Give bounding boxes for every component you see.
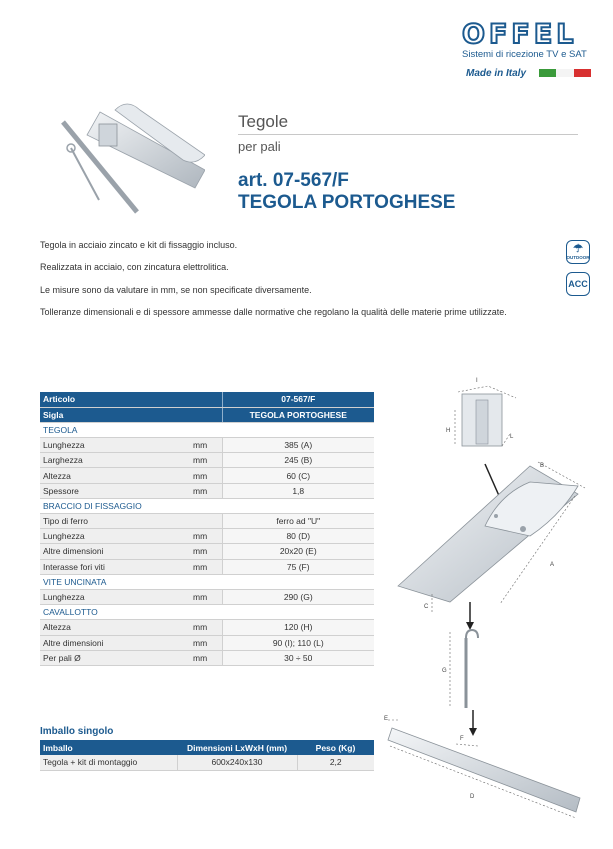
spec-row — [40, 438, 374, 453]
spec-label: Interasse fori viti — [40, 559, 190, 574]
spec-section-title: VITE UNCINATA — [40, 574, 374, 589]
description-line-4: Tolleranze dimensionali e di spessore ammesse dalle normative che regolano la qualità delle materie prime utilizzate. — [40, 307, 507, 317]
packaging-col-dimensioni: Dimensioni LxWxH (mm) — [177, 740, 297, 755]
spec-unit: mm — [190, 635, 222, 650]
spec-label: Lunghezza — [40, 529, 190, 544]
spec-row — [40, 514, 374, 529]
spec-value: 60 (C) — [222, 468, 374, 483]
dim-label-i: I — [476, 378, 478, 384]
dim-label-e: E — [384, 716, 389, 722]
spec-value: ferro ad "U" — [222, 514, 374, 529]
dim-label-b: B — [540, 463, 545, 469]
bracket-drawing — [455, 386, 516, 446]
spec-header-value: TEGOLA PORTOGHESE — [222, 407, 374, 422]
spec-section-title: BRACCIO DI FISSAGGIO — [40, 498, 374, 513]
spec-section-header — [40, 498, 374, 513]
spec-row — [40, 635, 374, 650]
packaging-cell: 600x240x130 — [177, 755, 297, 770]
spec-unit: mm — [190, 438, 222, 453]
spec-value: 30 ÷ 50 — [222, 650, 374, 665]
spec-unit: mm — [190, 650, 222, 665]
spec-row — [40, 559, 374, 574]
spec-label: Spessore — [40, 483, 190, 498]
spec-row — [40, 483, 374, 498]
packaging-col-imballo: Imballo — [40, 740, 177, 755]
dim-label-f: F — [460, 736, 464, 742]
dim-label-h: H — [446, 428, 451, 434]
packaging-table — [40, 740, 374, 771]
spec-section-header — [40, 574, 374, 589]
product-name: TEGOLA PORTOGHESE — [238, 192, 456, 213]
spec-value: 385 (A) — [222, 438, 374, 453]
packaging-cell: 2,2 — [297, 755, 374, 770]
packaging-row — [40, 755, 374, 770]
spec-header-label: Articolo — [40, 392, 222, 407]
packaging-title: Imballo singolo — [40, 726, 114, 737]
description-line-1: Tegola in acciaio zincato e kit di fissaggio incluso. — [40, 240, 238, 250]
dim-label-d: D — [470, 794, 475, 800]
spec-label: Per pali Ø — [40, 650, 190, 665]
spec-label: Larghezza — [40, 453, 190, 468]
spec-row — [40, 453, 374, 468]
dim-label-c: C — [424, 604, 429, 610]
spec-row — [40, 650, 374, 665]
spec-value: 120 (H) — [222, 620, 374, 635]
spec-section-title: CAVALLOTTO — [40, 605, 374, 620]
spec-label: Lunghezza — [40, 589, 190, 604]
spec-table — [40, 392, 374, 666]
spec-value: 90 (I); 110 (L) — [222, 635, 374, 650]
spec-unit: mm — [190, 544, 222, 559]
screw-drawing — [450, 630, 478, 708]
spec-section-header — [40, 422, 374, 437]
made-in-italy: Made in Italy — [466, 68, 527, 79]
spec-unit: mm — [190, 620, 222, 635]
spec-unit: mm — [190, 468, 222, 483]
spec-value: 20x20 (E) — [222, 544, 374, 559]
spec-header-label: Sigla — [40, 407, 222, 422]
spec-label: Tipo di ferro — [40, 514, 190, 529]
spec-row — [40, 529, 374, 544]
logo-wordmark: OFFEL — [462, 19, 578, 50]
acc-badge: ACC — [566, 272, 590, 296]
outdoor-badge — [566, 240, 590, 264]
spec-label: Altre dimensioni — [40, 635, 190, 650]
spec-unit: mm — [190, 559, 222, 574]
article-number: art. 07-567/F — [238, 170, 349, 191]
italian-flag-icon — [539, 69, 591, 77]
spec-value: 80 (D) — [222, 529, 374, 544]
spec-label: Altezza — [40, 620, 190, 635]
spec-unit: mm — [190, 529, 222, 544]
spec-row — [40, 589, 374, 604]
tile-drawing — [398, 462, 585, 612]
spec-label: Altezza — [40, 468, 190, 483]
spec-unit: mm — [190, 483, 222, 498]
description-line-2: Realizzata in acciaio, con zincatura elettrolitica. — [40, 262, 229, 272]
technical-drawing — [380, 376, 605, 836]
dim-label-a: A — [550, 562, 555, 568]
title-divider — [238, 134, 578, 135]
spec-header-articolo — [40, 392, 374, 407]
packaging-header — [40, 740, 374, 755]
offel-logo — [462, 19, 592, 60]
spec-value: 290 (G) — [222, 589, 374, 604]
logo-subtitle: Sistemi di ricezione TV e SAT — [462, 49, 587, 60]
weather-icon: ☂ — [573, 243, 583, 255]
arm-drawing — [388, 720, 580, 818]
dim-label-l: L — [510, 434, 514, 440]
spec-row — [40, 468, 374, 483]
spec-label: Lunghezza — [40, 438, 190, 453]
spec-row — [40, 544, 374, 559]
spec-value: 75 (F) — [222, 559, 374, 574]
spec-section-header — [40, 605, 374, 620]
spec-row — [40, 620, 374, 635]
spec-unit: mm — [190, 589, 222, 604]
product-subcategory: per pali — [238, 139, 281, 154]
packaging-col-peso: Peso (Kg) — [297, 740, 374, 755]
spec-value: 1,8 — [222, 483, 374, 498]
spec-unit — [190, 514, 222, 529]
outdoor-label: OUTDOOR — [566, 255, 590, 260]
product-category: Tegole — [238, 112, 289, 131]
spec-label: Altre dimensioni — [40, 544, 190, 559]
description-line-3: Le misure sono da valutare in mm, se non specificate diversamente. — [40, 285, 312, 295]
spec-unit: mm — [190, 453, 222, 468]
spec-value: 245 (B) — [222, 453, 374, 468]
packaging-cell: Tegola + kit di montaggio — [40, 755, 177, 770]
spec-header-sigla — [40, 407, 374, 422]
spec-header-value: 07-567/F — [222, 392, 374, 407]
dim-label-g: G — [442, 668, 447, 674]
spec-section-title: TEGOLA — [40, 422, 374, 437]
product-photo — [55, 100, 205, 215]
